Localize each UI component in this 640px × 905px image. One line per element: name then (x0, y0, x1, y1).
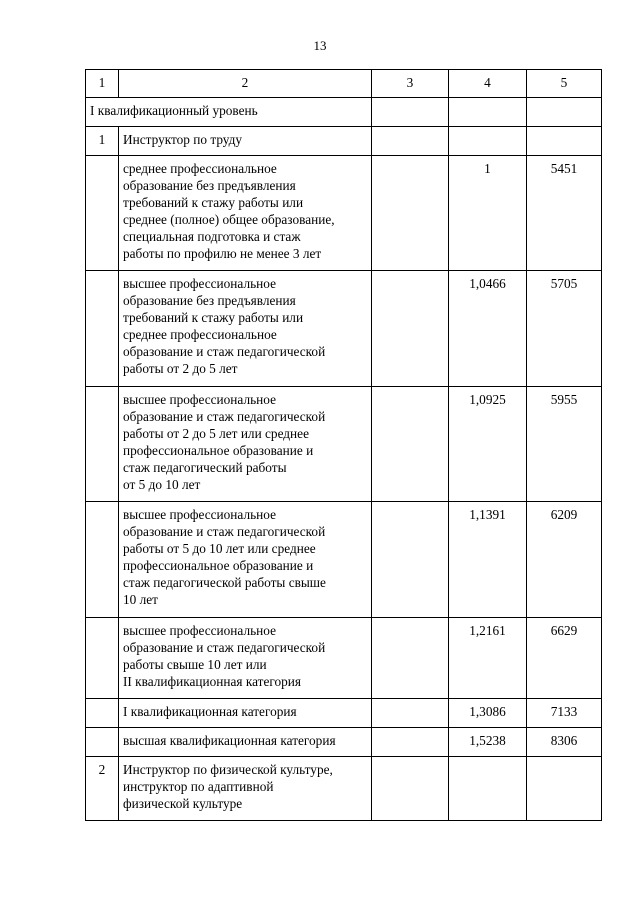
position-title: Инструктор по труду (119, 127, 372, 156)
salary-value: 7133 (527, 699, 602, 728)
position-number: 2 (86, 757, 119, 821)
requirement-text: высшее профессиональное образование и стаж педагогической работы свыше 10 лет или II квалификационная категория (119, 618, 372, 699)
position-number: 1 (86, 127, 119, 156)
empty-cell (372, 387, 449, 502)
table-row (86, 387, 602, 502)
level-title: I квалификационный уровень (86, 98, 372, 127)
requirement-text: высшее профессиональное образование без предъявления требований к стажу работы или среднее профессиональное образование и стаж педагогической работы от 2 до 5 лет (119, 271, 372, 387)
empty-cell (372, 127, 449, 156)
empty-cell (372, 699, 449, 728)
empty-cell (372, 98, 449, 127)
coefficient-value: 1,1391 (449, 502, 527, 618)
empty-cell (372, 156, 449, 271)
requirement-text: среднее профессиональное образование без предъявления требований к стажу работы или среднее (полное) общее образование, специальная подготовка и стаж работы по профилю не менее 3 лет (119, 156, 372, 271)
requirement-text: высшее профессиональное образование и стаж педагогической работы от 2 до 5 лет или среднее профессиональное образование и стаж педагогический работы от 5 до 10 лет (119, 387, 372, 502)
header-row (86, 70, 602, 98)
empty-cell (449, 127, 527, 156)
coefficient-value: 1,3086 (449, 699, 527, 728)
coefficient-value: 1,0466 (449, 271, 527, 387)
table-row (86, 271, 602, 387)
empty-cell (449, 98, 527, 127)
empty-cell (527, 127, 602, 156)
empty-cell (372, 618, 449, 699)
table-row (86, 502, 602, 618)
salary-value: 5451 (527, 156, 602, 271)
empty-cell (86, 699, 119, 728)
table-row (86, 699, 602, 728)
empty-cell (372, 728, 449, 757)
column-header-1: 1 (86, 70, 119, 98)
empty-cell (86, 156, 119, 271)
empty-cell (86, 387, 119, 502)
position-row (86, 127, 602, 156)
salary-table (85, 69, 602, 821)
salary-value: 5955 (527, 387, 602, 502)
requirement-text: высшая квалификационная категория (119, 728, 372, 757)
coefficient-value: 1 (449, 156, 527, 271)
empty-cell (372, 502, 449, 618)
empty-cell (86, 271, 119, 387)
empty-cell (372, 271, 449, 387)
empty-cell (527, 98, 602, 127)
table-row (86, 156, 602, 271)
requirement-text: высшее профессиональное образование и стаж педагогической работы от 5 до 10 лет или среднее профессиональное образование и стаж педагогической работы свыше 10 лет (119, 502, 372, 618)
coefficient-value: 1,2161 (449, 618, 527, 699)
column-header-2: 2 (119, 70, 372, 98)
column-header-3: 3 (372, 70, 449, 98)
salary-value: 6629 (527, 618, 602, 699)
level-row (86, 98, 602, 127)
coefficient-value: 1,0925 (449, 387, 527, 502)
requirement-text: I квалификационная категория (119, 699, 372, 728)
empty-cell (449, 757, 527, 821)
position-row (86, 757, 602, 821)
table-row (86, 728, 602, 757)
column-header-4: 4 (449, 70, 527, 98)
table-row (86, 618, 602, 699)
salary-value: 6209 (527, 502, 602, 618)
empty-cell (527, 757, 602, 821)
position-title: Инструктор по физической культуре, инструктор по адаптивной физической культуре (119, 757, 372, 821)
empty-cell (86, 502, 119, 618)
empty-cell (86, 728, 119, 757)
coefficient-value: 1,5238 (449, 728, 527, 757)
column-header-5: 5 (527, 70, 602, 98)
salary-value: 8306 (527, 728, 602, 757)
empty-cell (372, 757, 449, 821)
page-number: 13 (313, 38, 327, 53)
salary-value: 5705 (527, 271, 602, 387)
empty-cell (86, 618, 119, 699)
